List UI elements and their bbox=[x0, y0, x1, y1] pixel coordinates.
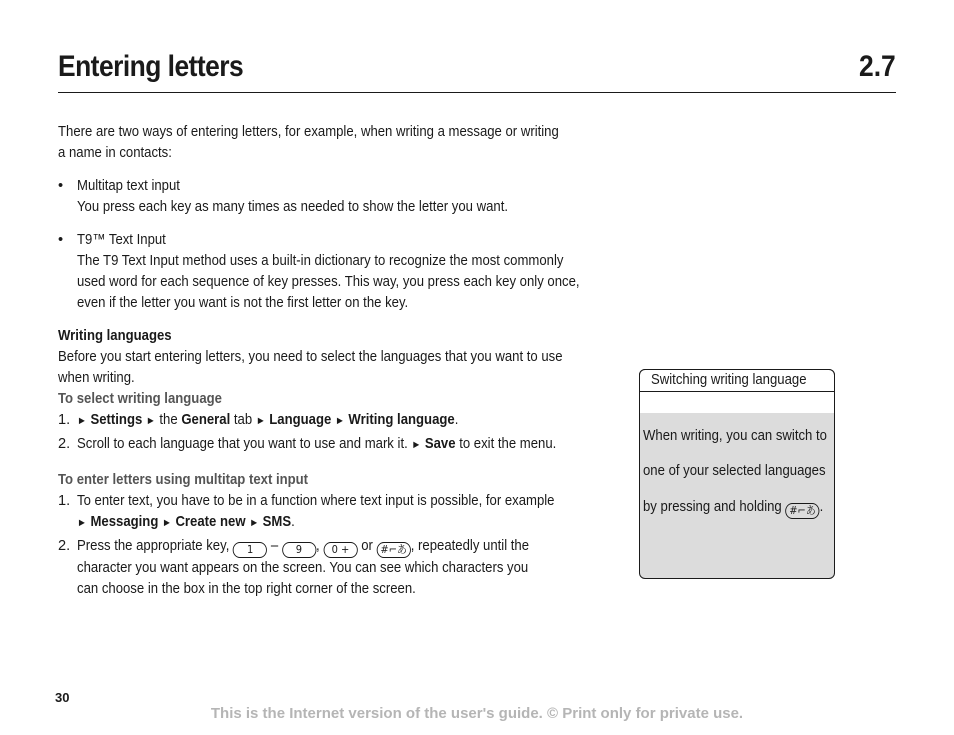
page-number: 30 bbox=[55, 690, 70, 705]
key-1-icon: 1 bbox=[233, 542, 267, 558]
key-hash-icon: #⌐あ bbox=[785, 503, 819, 519]
arrow-icon: ► bbox=[145, 415, 156, 427]
key-9-icon: 9 bbox=[282, 542, 316, 558]
tip-box-title: Switching writing language bbox=[639, 369, 835, 392]
bullet-title: T9™ Text Input bbox=[77, 232, 166, 248]
page-title: Entering letters bbox=[58, 50, 244, 83]
section-heading: Writing languages bbox=[58, 328, 172, 344]
intro-paragraph: There are two ways of entering letters, for example, when writing a message or writing a name in contacts: bbox=[58, 124, 559, 161]
step-1-select-language: 1. ► Settings ► the General tab ► Language ► Writing language. bbox=[58, 412, 459, 428]
key-0-plus-icon: 0 + bbox=[323, 542, 357, 558]
header-rule bbox=[58, 92, 896, 93]
arrow-icon: ► bbox=[255, 415, 266, 427]
key-hash-icon: #⌐あ bbox=[377, 542, 411, 558]
step-2-select-language: 2. Scroll to each language that you want to use and mark it. ► Save to exit the menu. bbox=[58, 436, 557, 452]
main-content bbox=[58, 122, 578, 602]
bullet-dot: • bbox=[58, 178, 64, 194]
tip-box bbox=[639, 369, 835, 579]
bullet-title: Multitap text input bbox=[77, 178, 180, 194]
step-1-multitap: 1. To enter text, you have to be in a function where text input is possible, for example ► Messaging ► Create new ► SMS. bbox=[58, 493, 555, 530]
arrow-icon: ► bbox=[77, 415, 87, 427]
arrow-icon: ► bbox=[334, 415, 345, 427]
bullet-dot: • bbox=[58, 232, 64, 248]
arrow-icon: ► bbox=[77, 517, 87, 529]
bullet-multitap: • Multitap text input You press each key as many times as needed to show the letter you want. bbox=[58, 178, 509, 215]
arrow-icon: ► bbox=[161, 517, 172, 529]
section-number: 2.7 bbox=[859, 50, 896, 83]
bullet-t9: • T9™ Text Input The T9 Text Input method uses a built-in dictionary to recognize the most commonly used word for each sequence of key presses. This way, you press each key only once, even if the letter you want is not the first letter on the key. bbox=[58, 232, 580, 311]
tip-box-body: When writing, you can switch to one of your selected languages by pressing and holding #⌐あ . bbox=[643, 427, 827, 517]
arrow-icon: ► bbox=[249, 517, 259, 529]
footer-notice: This is the Internet version of the user's guide. © Print only for private use. bbox=[210, 705, 744, 722]
subheading-multitap: To enter letters using multitap text input bbox=[58, 472, 309, 488]
step-2-multitap: 2. Press the appropriate key, 1 – 9 , 0 + or #⌐あ , repeatedly until the character you want appears on the screen. You can see which characters you can choose in the box in the top right corner of the screen. bbox=[58, 538, 530, 597]
arrow-icon: ► bbox=[411, 439, 422, 451]
subheading-select-language: To select writing language bbox=[58, 391, 222, 407]
writing-languages-section: Writing languages Before you start entering letters, you need to select the languages that you want to use when writing. bbox=[58, 328, 563, 386]
tip-box-gap bbox=[640, 392, 834, 413]
